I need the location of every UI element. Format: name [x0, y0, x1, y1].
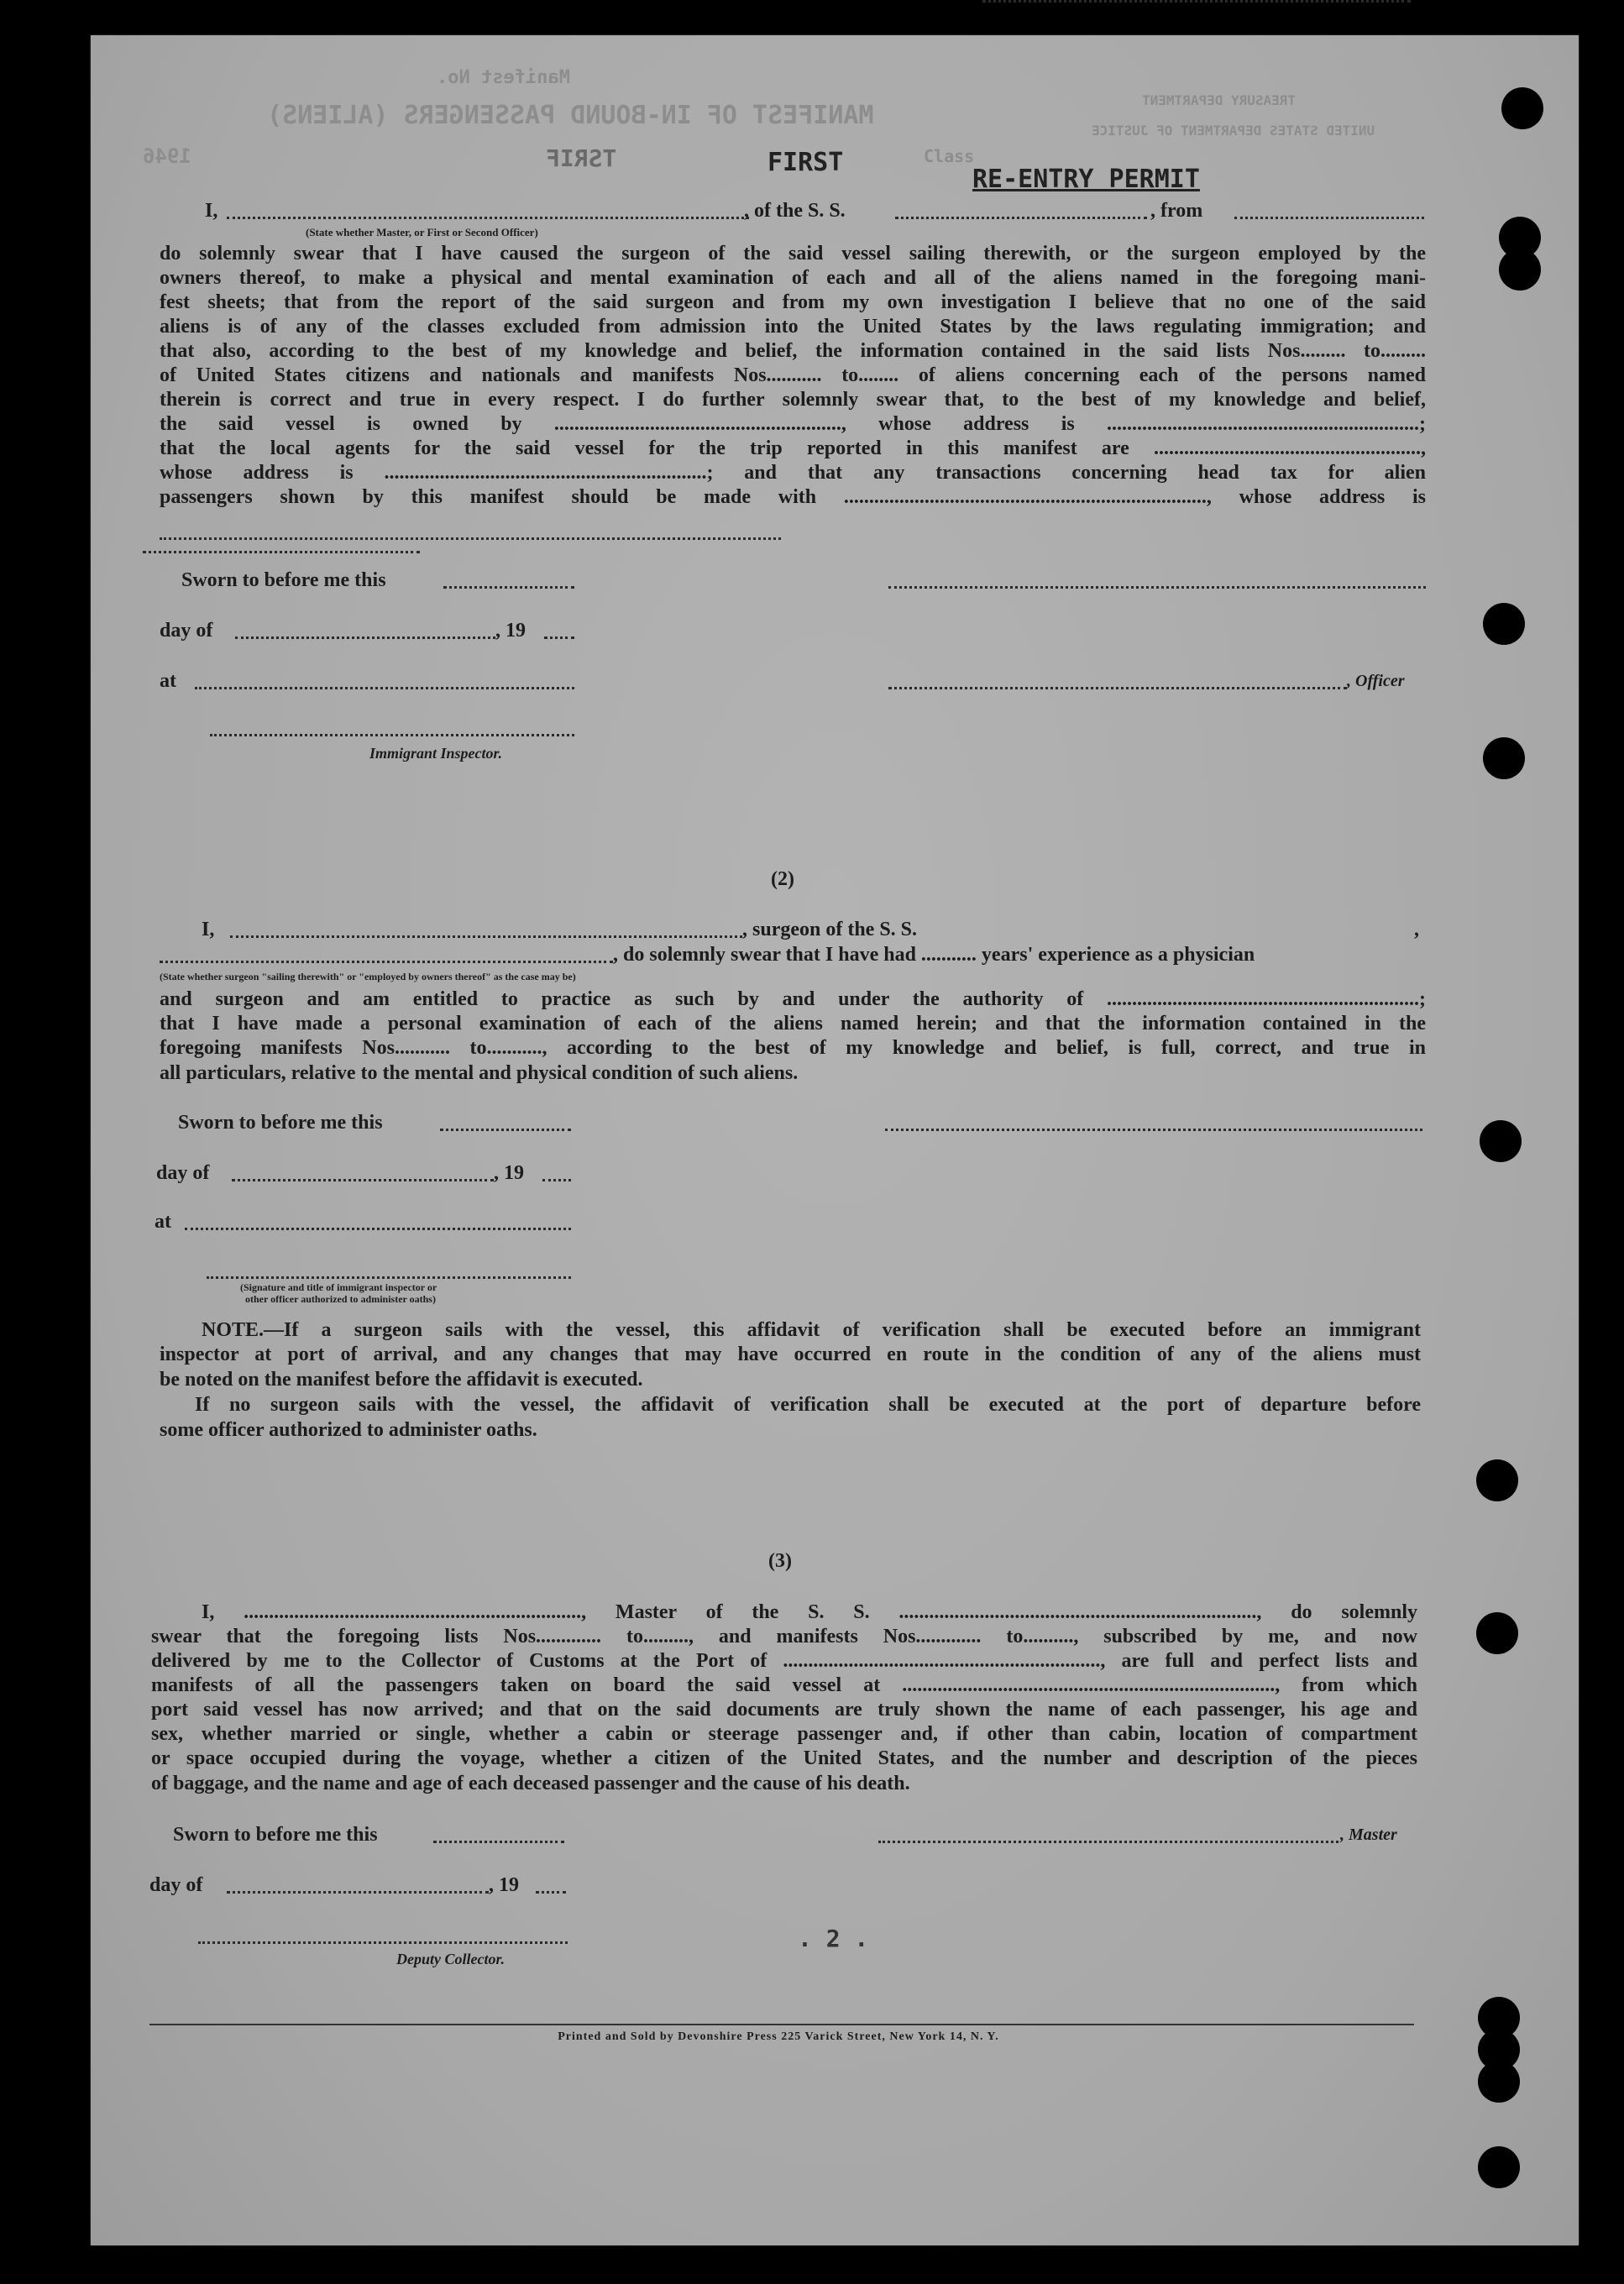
punch-hole — [1499, 249, 1541, 291]
s2-note-line: If no surgeon sails with the vessel, the affidavit of verification shall be executed at the port of departure before — [195, 1394, 1421, 1416]
s2-sig-note-2: other officer authorized to administer oaths) — [245, 1293, 436, 1305]
s1-at-label: at — [160, 670, 176, 692]
ghost-manifest-title: MANIFEST OF IN-BOUND PASSENGERS (ALIENS) — [267, 101, 874, 130]
s1-line1-prefix: I, — [205, 200, 218, 222]
s1-name-blank — [227, 217, 749, 219]
s3-deputy-label: Deputy Collector. — [396, 1951, 505, 1967]
punch-hole — [1480, 1120, 1522, 1162]
s2-sworn-blank — [440, 1129, 571, 1131]
s1-line: that also, according to the best of my knowledge and belief, the information contained in the said lists Nos......... to......... — [160, 340, 1426, 362]
s3-number: (3) — [768, 1550, 792, 1572]
s1-line: the said vessel is owned by ........................................................., whose address is ..............................................................; — [160, 413, 1426, 435]
s1-at-blank — [195, 687, 574, 689]
stamp-first: FIRST — [767, 148, 844, 177]
s3-line: I, ..................................................................., Master of the S. S. ......................................................................., do solemnly — [202, 1601, 1417, 1623]
s1-from-blank — [1234, 217, 1424, 219]
s3-sworn-blank — [433, 1841, 564, 1843]
s2-sworn-label: Sworn to before me this — [178, 1112, 383, 1134]
s1-sworn-label: Sworn to before me this — [181, 569, 386, 591]
s3-line: sex, whether married or single, whether a cabin or steerage passenger and, if other than cabin, location of compartment — [151, 1723, 1417, 1745]
punch-hole — [1478, 2061, 1520, 2103]
s1-line: aliens is of any of the classes excluded from admission into the United States by the laws regulating immigration; and — [160, 316, 1426, 338]
stamp-reentry-permit: RE-ENTRY PERMIT — [972, 165, 1200, 194]
s2-signature-blank — [885, 1129, 1422, 1131]
s2-line: and surgeon and am entitled to practice as such by and under the authority of ..............................................................; — [160, 988, 1426, 1010]
punch-hole — [1483, 737, 1525, 779]
s1-officer-blank — [888, 687, 1347, 689]
s2-at-blank — [185, 1228, 571, 1230]
ghost-manifest-no: Manifest No. — [437, 67, 570, 88]
mirror-stamp-first: TSRIF — [546, 144, 617, 172]
s2-line2-note: (State whether surgeon "sailing therewith" or "employed by owners thereof" as the case may be) — [160, 971, 576, 982]
footer-rule — [149, 2024, 1414, 2025]
s3-year-label: , 19 — [489, 1874, 519, 1896]
s2-day-label: day of — [156, 1162, 210, 1184]
ghost-us-dept: UNITED STATES DEPARTMENT OF JUSTICE — [1092, 123, 1375, 139]
s3-line: or space occupied during the voyage, whether a citizen of the United States, and the number and description of the pieces — [151, 1747, 1417, 1769]
s1-line1-mid: , of the S. S. — [744, 200, 846, 222]
s3-day-blank — [227, 1891, 489, 1894]
s3-deputy-blank — [198, 1941, 568, 1944]
punch-hole — [1476, 1612, 1518, 1654]
punch-hole — [1483, 603, 1525, 645]
s3-master-blank — [878, 1841, 1338, 1843]
s2-vessel-blank — [982, 0, 1411, 3]
printer-credit: Printed and Sold by Devonshire Press 225 Varick Street, New York 14, N. Y. — [558, 2030, 999, 2043]
s1-inspector-label: Immigrant Inspector. — [369, 745, 503, 762]
s1-line1-from: , from — [1150, 200, 1203, 222]
s2-line-last: all particulars, relative to the mental and physical condition of such aliens. — [160, 1062, 799, 1084]
s2-line1-end: , — [1414, 919, 1419, 940]
s1-line: that the local agents for the said vessel for the trip reported in this manifest are ....................................................., — [160, 437, 1426, 459]
ghost-class: Class — [924, 146, 975, 166]
s2-line: foregoing manifests Nos........... to..........., according to the best of my knowledge and belief, is full, correct, and true in — [160, 1037, 1426, 1059]
s1-line: of United States citizens and nationals and manifests Nos........... to........ of aliens concerning each of the persons named — [160, 364, 1426, 386]
s1-officer-label: , Officer — [1347, 672, 1405, 690]
ghost-treasury: TREASURY DEPARTMENT — [1142, 92, 1297, 108]
s2-note-line: be noted on the manifest before the affidavit is executed. — [160, 1369, 643, 1391]
s1-day-label: day of — [160, 620, 213, 642]
s3-sworn-label: Sworn to before me this — [173, 1824, 378, 1846]
s2-at-label: at — [155, 1211, 171, 1233]
s2-note-line: inspector at port of arrival, and any changes that may have occurred en route in the condition of any of the aliens must — [160, 1344, 1421, 1365]
s2-number: (2) — [771, 868, 794, 890]
s2-line2-text: , do solemnly swear that I have had ........... years' experience as a physician — [613, 944, 1255, 966]
s3-line: delivered by me to the Collector of Customs at the Port of ..............................................................., are full and perfect lists and — [151, 1650, 1417, 1672]
s1-year-label: , 19 — [495, 620, 526, 642]
s1-line: therein is correct and true in every respect. I do further solemnly swear that, to the best of my knowledge and belief, — [160, 389, 1426, 411]
s1-line: do solemnly swear that I have caused the surgeon of the said vessel sailing therewith, or the surgeon employed by the — [160, 243, 1426, 265]
s2-inspector-blank — [207, 1276, 571, 1279]
s3-line: manifests of all the passengers taken on board the said vessel at .........................................................................., from which — [151, 1674, 1417, 1696]
s2-note-line: some officer authorized to administer oaths. — [160, 1419, 537, 1441]
punch-hole — [1501, 87, 1543, 129]
s1-line1-note: (State whether Master, or First or Second Officer) — [306, 226, 538, 238]
s2-name-blank — [230, 935, 742, 938]
s2-line1-mid: , surgeon of the S. S. — [742, 919, 918, 940]
s1-signature-blank — [888, 586, 1426, 589]
s1-address-blank-2 — [143, 551, 420, 553]
s3-year-blank — [536, 1891, 566, 1894]
s1-day-blank — [235, 636, 495, 639]
s2-line: that I have made a personal examination of each of the aliens named herein; and that the information contained in the — [160, 1013, 1426, 1035]
s3-stamp: . 2 . — [798, 1925, 869, 1952]
s1-year-blank — [544, 636, 574, 639]
s2-day-blank — [232, 1179, 494, 1181]
s1-line: passengers shown by this manifest should be made with ........................................................................, whose address is — [160, 486, 1426, 508]
s3-line: swear that the foregoing lists Nos............. to........., and manifests Nos............. to.........., subscribed by me, and now — [151, 1626, 1417, 1648]
punch-hole — [1478, 2146, 1520, 2188]
s1-line: whose address is ................................................................; and that any transactions concerning head tax for alien — [160, 462, 1426, 484]
s2-sig-note-1: (Signature and title of immigrant inspector or — [240, 1281, 437, 1293]
s1-inspector-blank — [210, 734, 574, 736]
s2-year-label: , 19 — [494, 1162, 524, 1184]
s3-master-label: , Master — [1340, 1826, 1397, 1844]
s1-line: owners thereof, to make a physical and mental examination of each and all of the aliens named in the foregoing mani- — [160, 267, 1426, 289]
s3-line-last: of baggage, and the name and age of each deceased passenger and the cause of his death. — [151, 1773, 910, 1794]
s3-day-label: day of — [149, 1874, 203, 1896]
s1-address-blank — [160, 537, 781, 540]
s2-year-blank — [542, 1179, 571, 1181]
s2-line1-prefix: I, — [202, 919, 215, 940]
s2-surgeon-blank — [160, 961, 613, 963]
s3-line: port said vessel has now arrived; and that on the said documents are truly shown the name of each passenger, his age and — [151, 1699, 1417, 1721]
s1-sworn-blank — [443, 586, 574, 589]
punch-hole — [1476, 1459, 1518, 1501]
ghost-year: 1946 — [143, 144, 191, 168]
s2-note-line: NOTE.—If a surgeon sails with the vessel, this affidavit of verification shall be executed before an immigrant — [202, 1319, 1421, 1341]
s1-vessel-blank — [895, 217, 1147, 219]
s1-line: fest sheets; that from the report of the said surgeon and from my own investigation I believe that no one of the said — [160, 291, 1426, 313]
